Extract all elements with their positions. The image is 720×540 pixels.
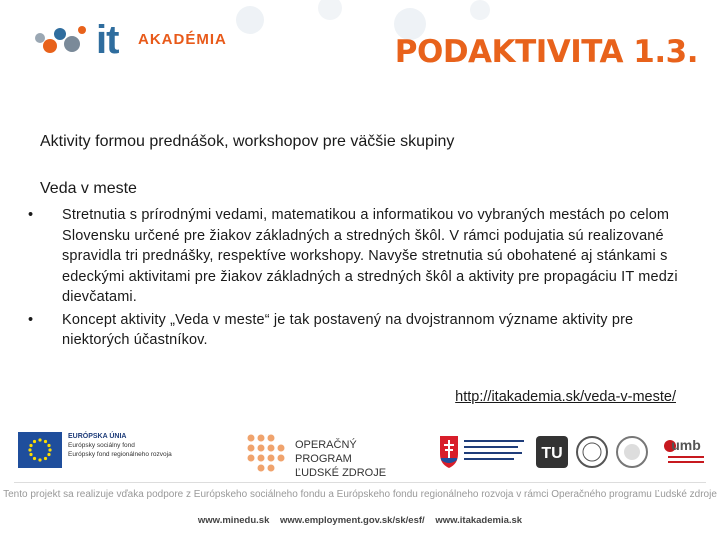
slide-title: PODAKTIVITA 1.3. bbox=[394, 34, 698, 70]
op-ludske-zdroje-logo bbox=[245, 432, 415, 479]
umb-logo-icon bbox=[664, 437, 708, 463]
slide-subtitle: Aktivity formou prednášok, workshopov pre väčšie skupiny bbox=[40, 133, 455, 150]
bullet-text: Stretnutia s prírodnými vedami, matematikou a informatikou vo vybraných mestách po celom Slovensku určené pre žiakov základných a stredných škôl. V rámci podujatia sú realizované spravidla tri prednášky, respektíve workshopy. Navyše stretnutia sú obohatené aj stánkami s edeckými aktivitami pre žiakov základných a stredných škôl a aktivity pre propagáciu IT medzi dievčatami. bbox=[62, 207, 678, 305]
svg-text:umb: umb bbox=[671, 437, 701, 453]
bullet-text: Koncept aktivity „Veda v meste“ je tak postavený na dvojstrannom význame aktivity pre niektorých účastníkov. bbox=[62, 311, 634, 348]
op-title: OPERAČNÝ PROGRAM bbox=[295, 439, 357, 465]
slovak-coat-of-arms-icon bbox=[440, 436, 458, 468]
bullet-list bbox=[28, 205, 688, 353]
it-akademia-logo bbox=[28, 16, 227, 66]
university-tu-logo-icon bbox=[536, 436, 568, 468]
university-seal-icon bbox=[577, 437, 607, 467]
footer-note: Tento projekt sa realizuje vďaka podpore z Európskeho sociálneho fondu a Európskeho fondu regionálneho rozvoja v rámci Operačného programu Ľudské zdroje bbox=[3, 489, 717, 500]
op-dots-icon bbox=[245, 432, 289, 474]
bullet-icon: • bbox=[28, 207, 34, 223]
footer-link-minedu[interactable]: www.minedu.sk bbox=[197, 515, 270, 526]
op-subtitle: ĽUDSKÉ ZDROJE bbox=[295, 467, 387, 479]
footer-link-employment[interactable]: www.employment.gov.sk/sk/esf/ bbox=[280, 515, 425, 526]
section-title: Veda v meste bbox=[40, 180, 137, 197]
logo-it-text: it bbox=[96, 18, 119, 62]
eu-esf: Európsky sociálny fond bbox=[68, 442, 135, 449]
university-seal-2-icon bbox=[617, 437, 647, 467]
eu-title: EURÓPSKA ÚNIA bbox=[68, 433, 127, 440]
ministry-text-icon bbox=[464, 440, 524, 460]
eu-erdf: Európsky fond regionálneho rozvoja bbox=[68, 451, 172, 458]
eu-logo bbox=[18, 432, 198, 472]
partner-logos bbox=[420, 432, 715, 472]
footer-divider bbox=[14, 482, 706, 483]
footer-links bbox=[0, 515, 720, 526]
svg-text:TU: TU bbox=[541, 445, 563, 462]
eu-flag-icon bbox=[18, 432, 62, 468]
list-item bbox=[28, 310, 688, 351]
veda-v-meste-link[interactable]: http://itakademia.sk/veda-v-meste/ bbox=[455, 389, 676, 405]
list-item bbox=[28, 205, 688, 308]
logo-akademia-text: AKADÉMIA bbox=[138, 31, 227, 48]
logo-cubes-icon bbox=[28, 16, 98, 66]
footer-link-itakademia[interactable]: www.itakademia.sk bbox=[435, 515, 523, 526]
bullet-icon: • bbox=[28, 311, 34, 328]
